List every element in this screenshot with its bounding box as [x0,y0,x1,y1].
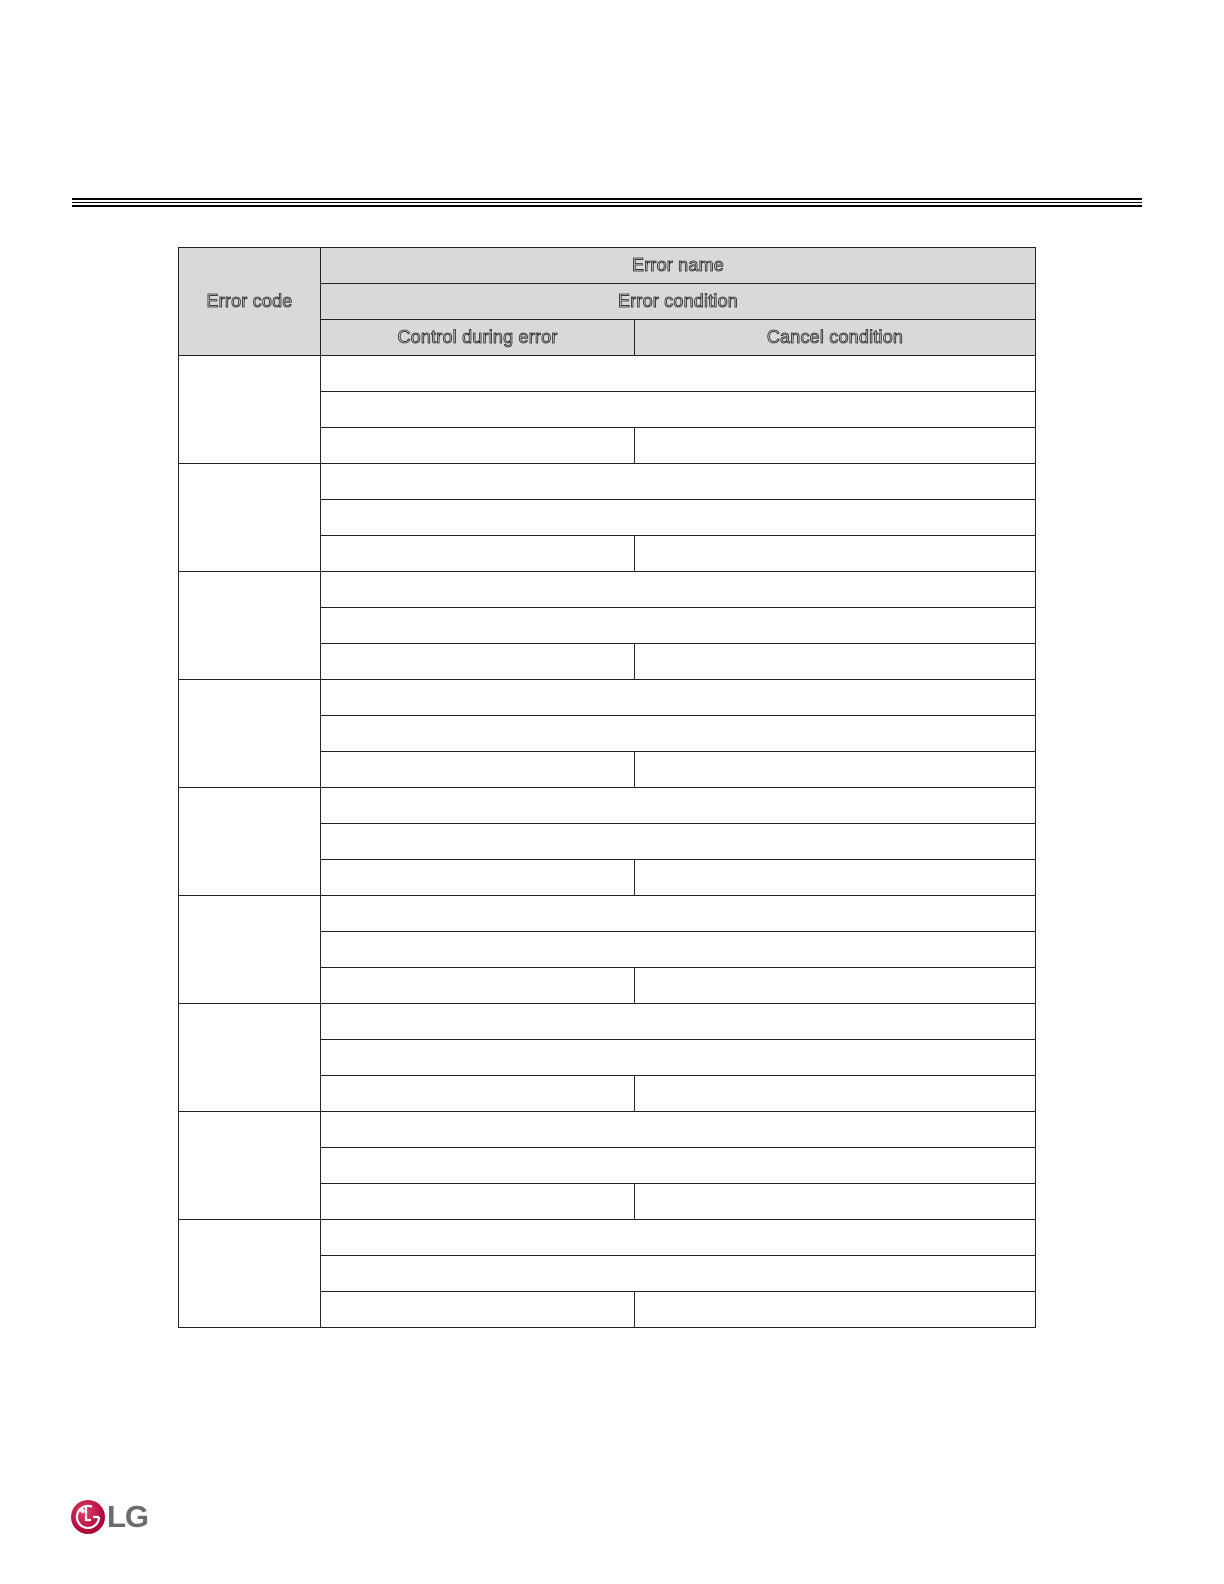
error-name-cell [321,896,1036,932]
error-row [179,572,1036,608]
cancel-condition-cell [635,1292,1036,1328]
header-error-name: Error name [321,248,1036,284]
error-condition-cell [321,1040,1036,1076]
lg-logo-icon [71,1498,107,1536]
control-during-error-cell [321,1076,635,1112]
error-code-cell [179,1220,321,1328]
error-name-cell [321,464,1036,500]
error-row [179,680,1036,716]
error-condition-cell [321,716,1036,752]
control-during-error-cell [321,968,635,1004]
cancel-condition-cell [635,752,1036,788]
cancel-condition-cell [635,536,1036,572]
error-row [179,1004,1036,1040]
header-rule [72,205,1142,207]
control-during-error-cell [321,536,635,572]
cancel-condition-cell [635,1076,1036,1112]
cancel-condition-cell [635,860,1036,896]
control-during-error-cell [321,1184,635,1220]
error-condition-cell [321,500,1036,536]
control-during-error-cell [321,428,635,464]
cancel-condition-cell [635,1184,1036,1220]
error-code-cell [179,464,321,572]
error-code-cell [179,1004,321,1112]
header-control-during-error: Control during error [321,320,635,356]
error-name-cell [321,356,1036,392]
error-condition-cell [321,608,1036,644]
header-rule [72,198,1142,200]
error-code-cell [179,680,321,788]
header-error-condition: Error condition [321,284,1036,320]
error-code-cell [179,356,321,464]
lg-logo [71,1498,155,1538]
error-row [179,464,1036,500]
error-condition-cell [321,932,1036,968]
control-during-error-cell [321,1292,635,1328]
error-name-cell [321,788,1036,824]
error-code-cell [179,1112,321,1220]
error-row [179,896,1036,932]
error-condition-cell [321,1148,1036,1184]
error-condition-cell [321,1256,1036,1292]
control-during-error-cell [321,860,635,896]
error-condition-cell [321,392,1036,428]
cancel-condition-cell [635,428,1036,464]
error-code-cell [179,896,321,1004]
error-condition-cell [321,824,1036,860]
control-during-error-cell [321,752,635,788]
error-row [179,356,1036,392]
error-name-cell [321,572,1036,608]
control-during-error-cell [321,644,635,680]
header-error-code: Error code [179,248,321,356]
error-name-cell [321,1112,1036,1148]
error-name-cell [321,1004,1036,1040]
header-cancel-condition: Cancel condition [635,320,1036,356]
lg-logo-text: LG [107,1499,149,1534]
error-rows [179,356,1036,1328]
error-name-cell [321,1220,1036,1256]
cancel-condition-cell [635,968,1036,1004]
cancel-condition-cell [635,644,1036,680]
error-code-cell [179,572,321,680]
error-row [179,1112,1036,1148]
error-code-table [178,247,1036,1328]
header-rule [72,202,1142,203]
error-row [179,1220,1036,1256]
error-row [179,788,1036,824]
error-code-cell [179,788,321,896]
error-name-cell [321,680,1036,716]
